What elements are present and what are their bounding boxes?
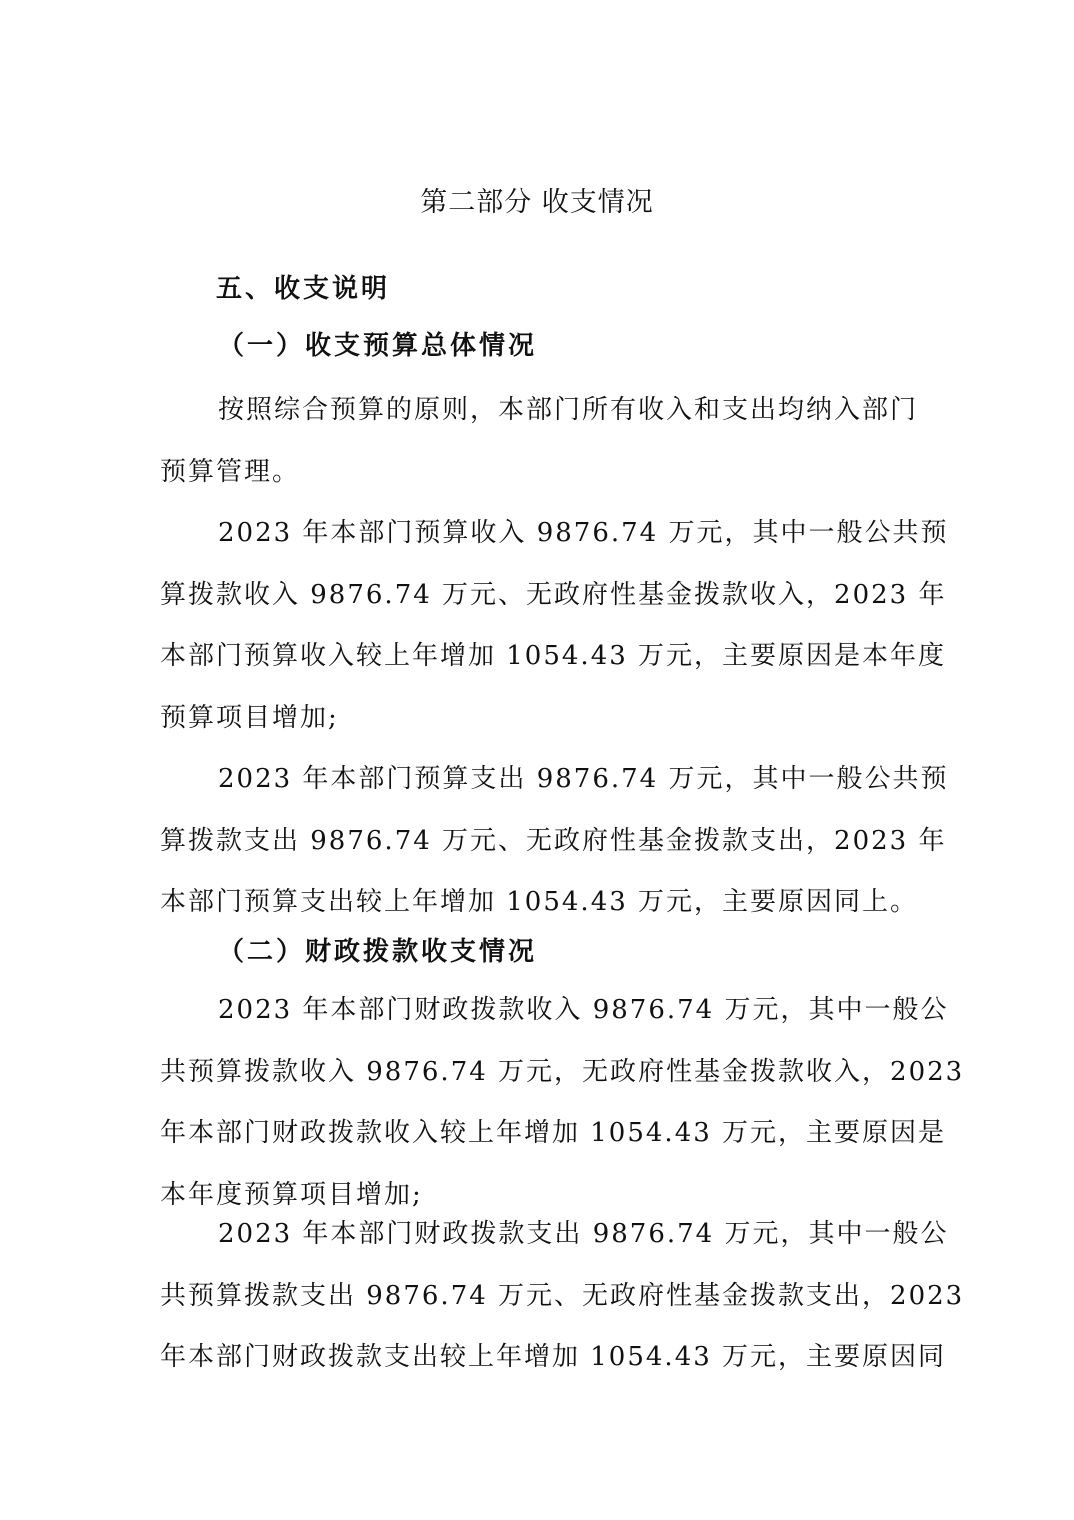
text-line: 共预算拨款收入 9876.74 万元，无政府性基金拨款收入，2023 [160, 1056, 965, 1087]
text-line: 算拨款支出 9876.74 万元、无政府性基金拨款支出，2023 年 [160, 825, 947, 856]
text-line: 2023 年本部门预算支出 9876.74 万元，其中一般公共预 [218, 764, 949, 794]
text-line: 共预算拨款支出 9876.74 万元、无政府性基金拨款支出，2023 [160, 1280, 965, 1311]
paragraph-fiscal-income [160, 980, 965, 1226]
paragraph-budget-expenditure [160, 749, 949, 934]
page-title: 第二部分 收支情况 [420, 187, 654, 218]
text-line: 2023 年本部门预算收入 9876.74 万元，其中一般公共预 [218, 518, 949, 548]
text-line: 2023 年本部门财政拨款支出 9876.74 万元，其中一般公 [218, 1219, 949, 1249]
text-line: 按照综合预算的原则，本部门所有收入和支出均纳入部门 [218, 395, 919, 425]
text-line: 2023 年本部门财政拨款收入 9876.74 万元，其中一般公 [218, 995, 949, 1025]
text-line: 本部门预算收入较上年增加 1054.43 万元，主要原因是本年度 [160, 641, 947, 671]
paragraph-budget-principle [160, 380, 928, 503]
paragraph-budget-income [160, 503, 949, 749]
section-heading: 五、收支说明 [216, 274, 391, 304]
text-line: 预算项目增加; [160, 702, 339, 733]
text-line: 年本部门财政拨款收入较上年增加 1054.43 万元，主要原因是 [160, 1118, 947, 1148]
text-line: 本部门预算支出较上年增加 1054.43 万元，主要原因同上。 [160, 887, 919, 917]
subsection-heading-2: （二）财政拨款收支情况 [218, 937, 538, 967]
text-line: 算拨款收入 9876.74 万元、无政府性基金拨款收入，2023 年 [160, 579, 947, 610]
text-line: 本年度预算项目增加; [160, 1179, 423, 1210]
text-line: 预算管理。 [160, 456, 301, 487]
paragraph-fiscal-expenditure [160, 1204, 965, 1389]
subsection-heading-1: （一）收支预算总体情况 [218, 331, 538, 361]
text-line: 年本部门财政拨款支出较上年增加 1054.43 万元，主要原因同 [160, 1342, 947, 1372]
